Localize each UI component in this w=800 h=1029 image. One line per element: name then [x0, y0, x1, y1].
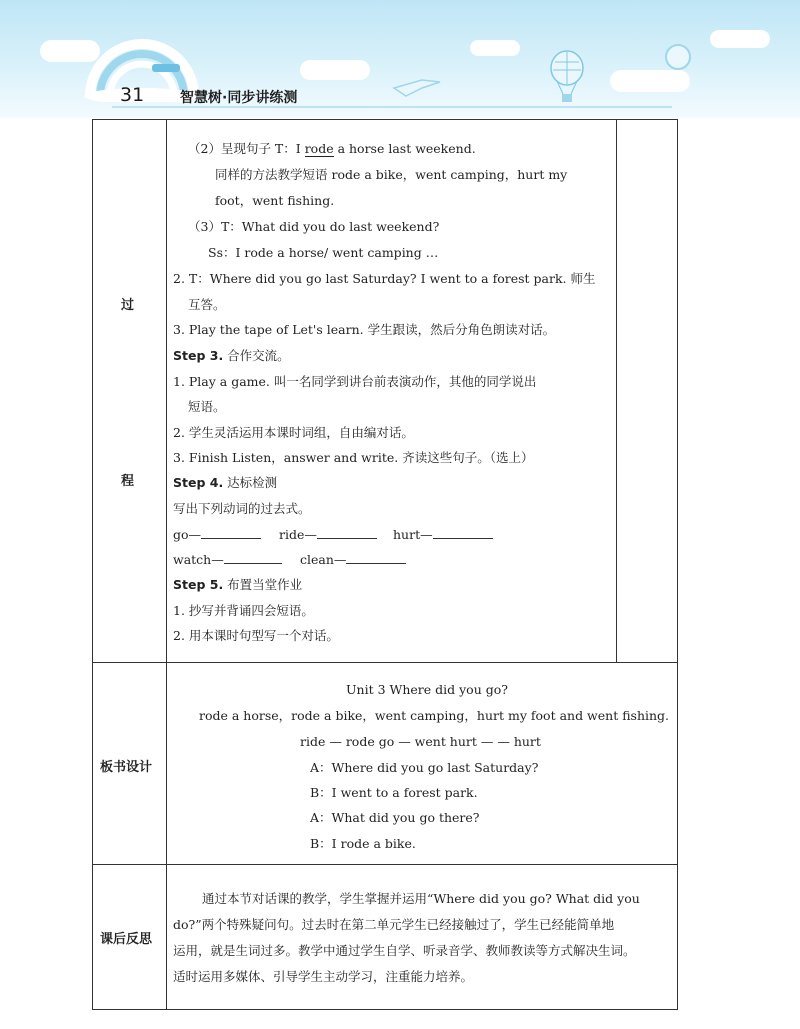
process-line: 写出下列动词的过去式。	[173, 501, 311, 516]
process-line: 2. 用本课时句型写一个对话。	[173, 628, 339, 643]
process-line: 3. Play the tape of Let's learn. 学生跟读，然后分角色朗读对话。	[173, 322, 556, 337]
blank-line	[224, 553, 282, 564]
process-line: 短语。	[188, 399, 226, 414]
row-divider	[92, 662, 678, 663]
fill-blank-watch: watch—	[173, 552, 282, 568]
board-dialogue-line: B：I rode a bike.	[310, 836, 416, 851]
book-title: 智慧树·同步讲练测	[180, 90, 298, 106]
cloud-decoration	[710, 30, 770, 48]
board-dialogue-line: A：What did you go there?	[310, 810, 480, 825]
step-heading: Step 5. 布置当堂作业	[173, 577, 303, 592]
process-line: 3. Finish Listen，answer and write. 齐读这些句子。（选上）	[173, 450, 534, 465]
reflection-line: 适时运用多媒体、引导学生主动学习，注重能力培养。	[173, 969, 474, 984]
fill-blank-ride: ride—	[279, 527, 377, 543]
cloud-decoration	[300, 60, 370, 80]
blank-line	[433, 528, 493, 539]
process-line: 2. 学生灵活运用本课时词组，自由编对话。	[173, 425, 414, 440]
process-line: （2）呈现句子 T：I rode a horse last weekend.	[188, 141, 476, 156]
row-divider	[92, 864, 678, 865]
process-line: 1. Play a game. 叫一名同学到讲台前表演动作，其他的同学说出	[173, 374, 537, 389]
process-line: 同样的方法教学短语 rode a bike，went camping，hurt my	[215, 167, 568, 182]
blank-line	[201, 528, 261, 539]
process-line: 互答。	[188, 297, 226, 312]
blank-line	[317, 528, 377, 539]
row-label-reflection: 课后反思	[100, 932, 153, 947]
board-dialogue-line: B：I went to a forest park.	[310, 785, 478, 800]
cloud-decoration	[610, 70, 690, 92]
fill-blank-hurt: hurt—	[393, 527, 493, 543]
fill-blank-clean: clean—	[300, 552, 406, 568]
process-line: 2. T：Where did you go last Saturday? I went to a forest park. 师生	[173, 271, 596, 286]
reflection-line: 通过本节对话课的教学，学生掌握并运用“Where did you go? What did you	[202, 891, 640, 906]
board-dialogue-line: A：Where did you go last Saturday?	[310, 760, 539, 775]
process-line: 1. 抄写并背诵四会短语。	[173, 603, 314, 618]
blank-line	[346, 553, 406, 564]
row-label-board-design: 板书设计	[100, 760, 153, 775]
board-phrases: rode a horse，rode a bike，went camping，hurt my foot and went fishing.	[199, 708, 670, 723]
row-label-process-1: 过	[121, 298, 135, 313]
process-line: foot，went fishing.	[215, 193, 335, 208]
board-title: Unit 3 Where did you go?	[346, 682, 508, 697]
underlined-word: rode	[304, 141, 334, 156]
sun-icon	[665, 44, 691, 70]
cloud-decoration	[470, 40, 520, 56]
row-label-process-2: 程	[121, 474, 135, 489]
hot-air-balloon-icon	[548, 50, 586, 105]
fill-blank-go: go—	[173, 527, 261, 543]
column-divider	[616, 119, 617, 662]
process-line: （3）T：What did you do last weekend?	[188, 219, 440, 234]
column-divider	[166, 119, 167, 1010]
page-number: 31	[120, 84, 145, 106]
reflection-line: do?”两个特殊疑问句。过去时在第二单元学生已经接触过了，学生已经能简单地	[173, 917, 615, 932]
plane-icon	[392, 70, 442, 100]
board-verbs: ride — rode go — went hurt — — hurt	[300, 734, 541, 749]
reflection-line: 运用，就是生词过多。教学中通过学生自学、听录音学、教师教读等方式解决生词。	[173, 943, 636, 958]
step-heading: Step 3. 合作交流。	[173, 348, 290, 363]
process-line: Ss：I rode a horse/ went camping …	[208, 245, 439, 260]
step-heading: Step 4. 达标检测	[173, 475, 278, 490]
